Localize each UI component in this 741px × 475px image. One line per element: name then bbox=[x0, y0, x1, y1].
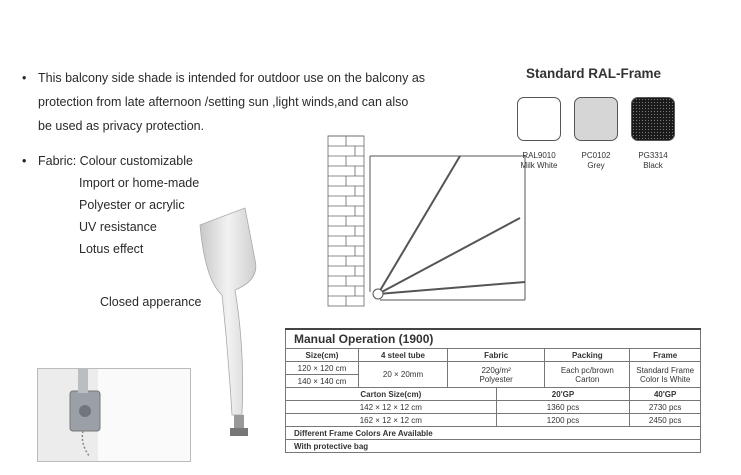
frame-cell: Standard Frame Color Is White bbox=[630, 362, 701, 388]
gp40-cell: 2450 pcs bbox=[630, 414, 701, 427]
table-note-row bbox=[286, 427, 701, 440]
bullet: • bbox=[22, 154, 27, 168]
note-frame-colors: Different Frame Colors Are Available bbox=[286, 427, 701, 440]
ral-frame-title: Standard RAL-Frame bbox=[526, 66, 662, 81]
bracket-closeup-photo bbox=[37, 368, 191, 462]
gp40-cell: 2730 pcs bbox=[630, 401, 701, 414]
fabric-line: Polyester or acrylic bbox=[79, 198, 185, 212]
size-cell: 120 × 120 cm bbox=[286, 362, 359, 375]
swatch-label: RAL9010 Milk White bbox=[520, 151, 558, 170]
closed-appearance-label: Closed apperance bbox=[100, 295, 202, 309]
fabric-line: Import or home-made bbox=[79, 176, 200, 190]
header-20gp: 20'GP bbox=[496, 388, 630, 401]
swatch-black bbox=[631, 97, 675, 141]
description-line: be used as privacy protection. bbox=[38, 119, 205, 133]
specification-table bbox=[285, 328, 701, 453]
header-frame: Frame bbox=[630, 349, 701, 362]
header-packing: Packing bbox=[545, 349, 630, 362]
swatch-label: PG3314 Black bbox=[638, 151, 668, 170]
fabric-line: Fabric: Colour customizable bbox=[38, 154, 193, 168]
packing-cell: Each pc/brown Carton bbox=[545, 362, 630, 388]
description-line: This balcony side shade is intended for outdoor use on the balcony as bbox=[38, 71, 426, 85]
table-header-row bbox=[286, 349, 701, 362]
fabric-line: Lotus effect bbox=[79, 242, 144, 256]
header-carton-size: Carton Size(cm) bbox=[286, 388, 497, 401]
tube-cell: 20 × 20mm bbox=[359, 362, 448, 388]
carton-size-cell: 142 × 12 × 12 cm bbox=[286, 401, 497, 414]
table-row bbox=[286, 401, 701, 414]
gp20-cell: 1360 pcs bbox=[496, 401, 630, 414]
swatch-grey bbox=[574, 97, 618, 141]
description-line: protection from late afternoon /setting sun ,light winds,and can also bbox=[38, 95, 409, 109]
open-shade-diagram bbox=[320, 132, 540, 310]
note-protective-bag: With protective bag bbox=[286, 440, 701, 453]
fabric-line: UV resistance bbox=[79, 220, 157, 234]
header-size: Size(cm) bbox=[286, 349, 359, 362]
header-fabric: Fabric bbox=[448, 349, 545, 362]
closed-shade-image bbox=[190, 200, 280, 450]
table-title: Manual Operation (1900) bbox=[286, 329, 701, 349]
header-40gp: 40'GP bbox=[630, 388, 701, 401]
size-cell: 140 × 140 cm bbox=[286, 375, 359, 388]
gp20-cell: 1200 pcs bbox=[496, 414, 630, 427]
bullet: • bbox=[22, 71, 27, 85]
carton-size-cell: 162 × 12 × 12 cm bbox=[286, 414, 497, 427]
table-row bbox=[286, 362, 701, 375]
carton-header-row bbox=[286, 388, 701, 401]
table-note-row bbox=[286, 440, 701, 453]
header-tube: 4 steel tube bbox=[359, 349, 448, 362]
fabric-cell: 220g/m² Polyester bbox=[448, 362, 545, 388]
table-row bbox=[286, 414, 701, 427]
swatch-label: PC0102 Grey bbox=[581, 151, 611, 170]
